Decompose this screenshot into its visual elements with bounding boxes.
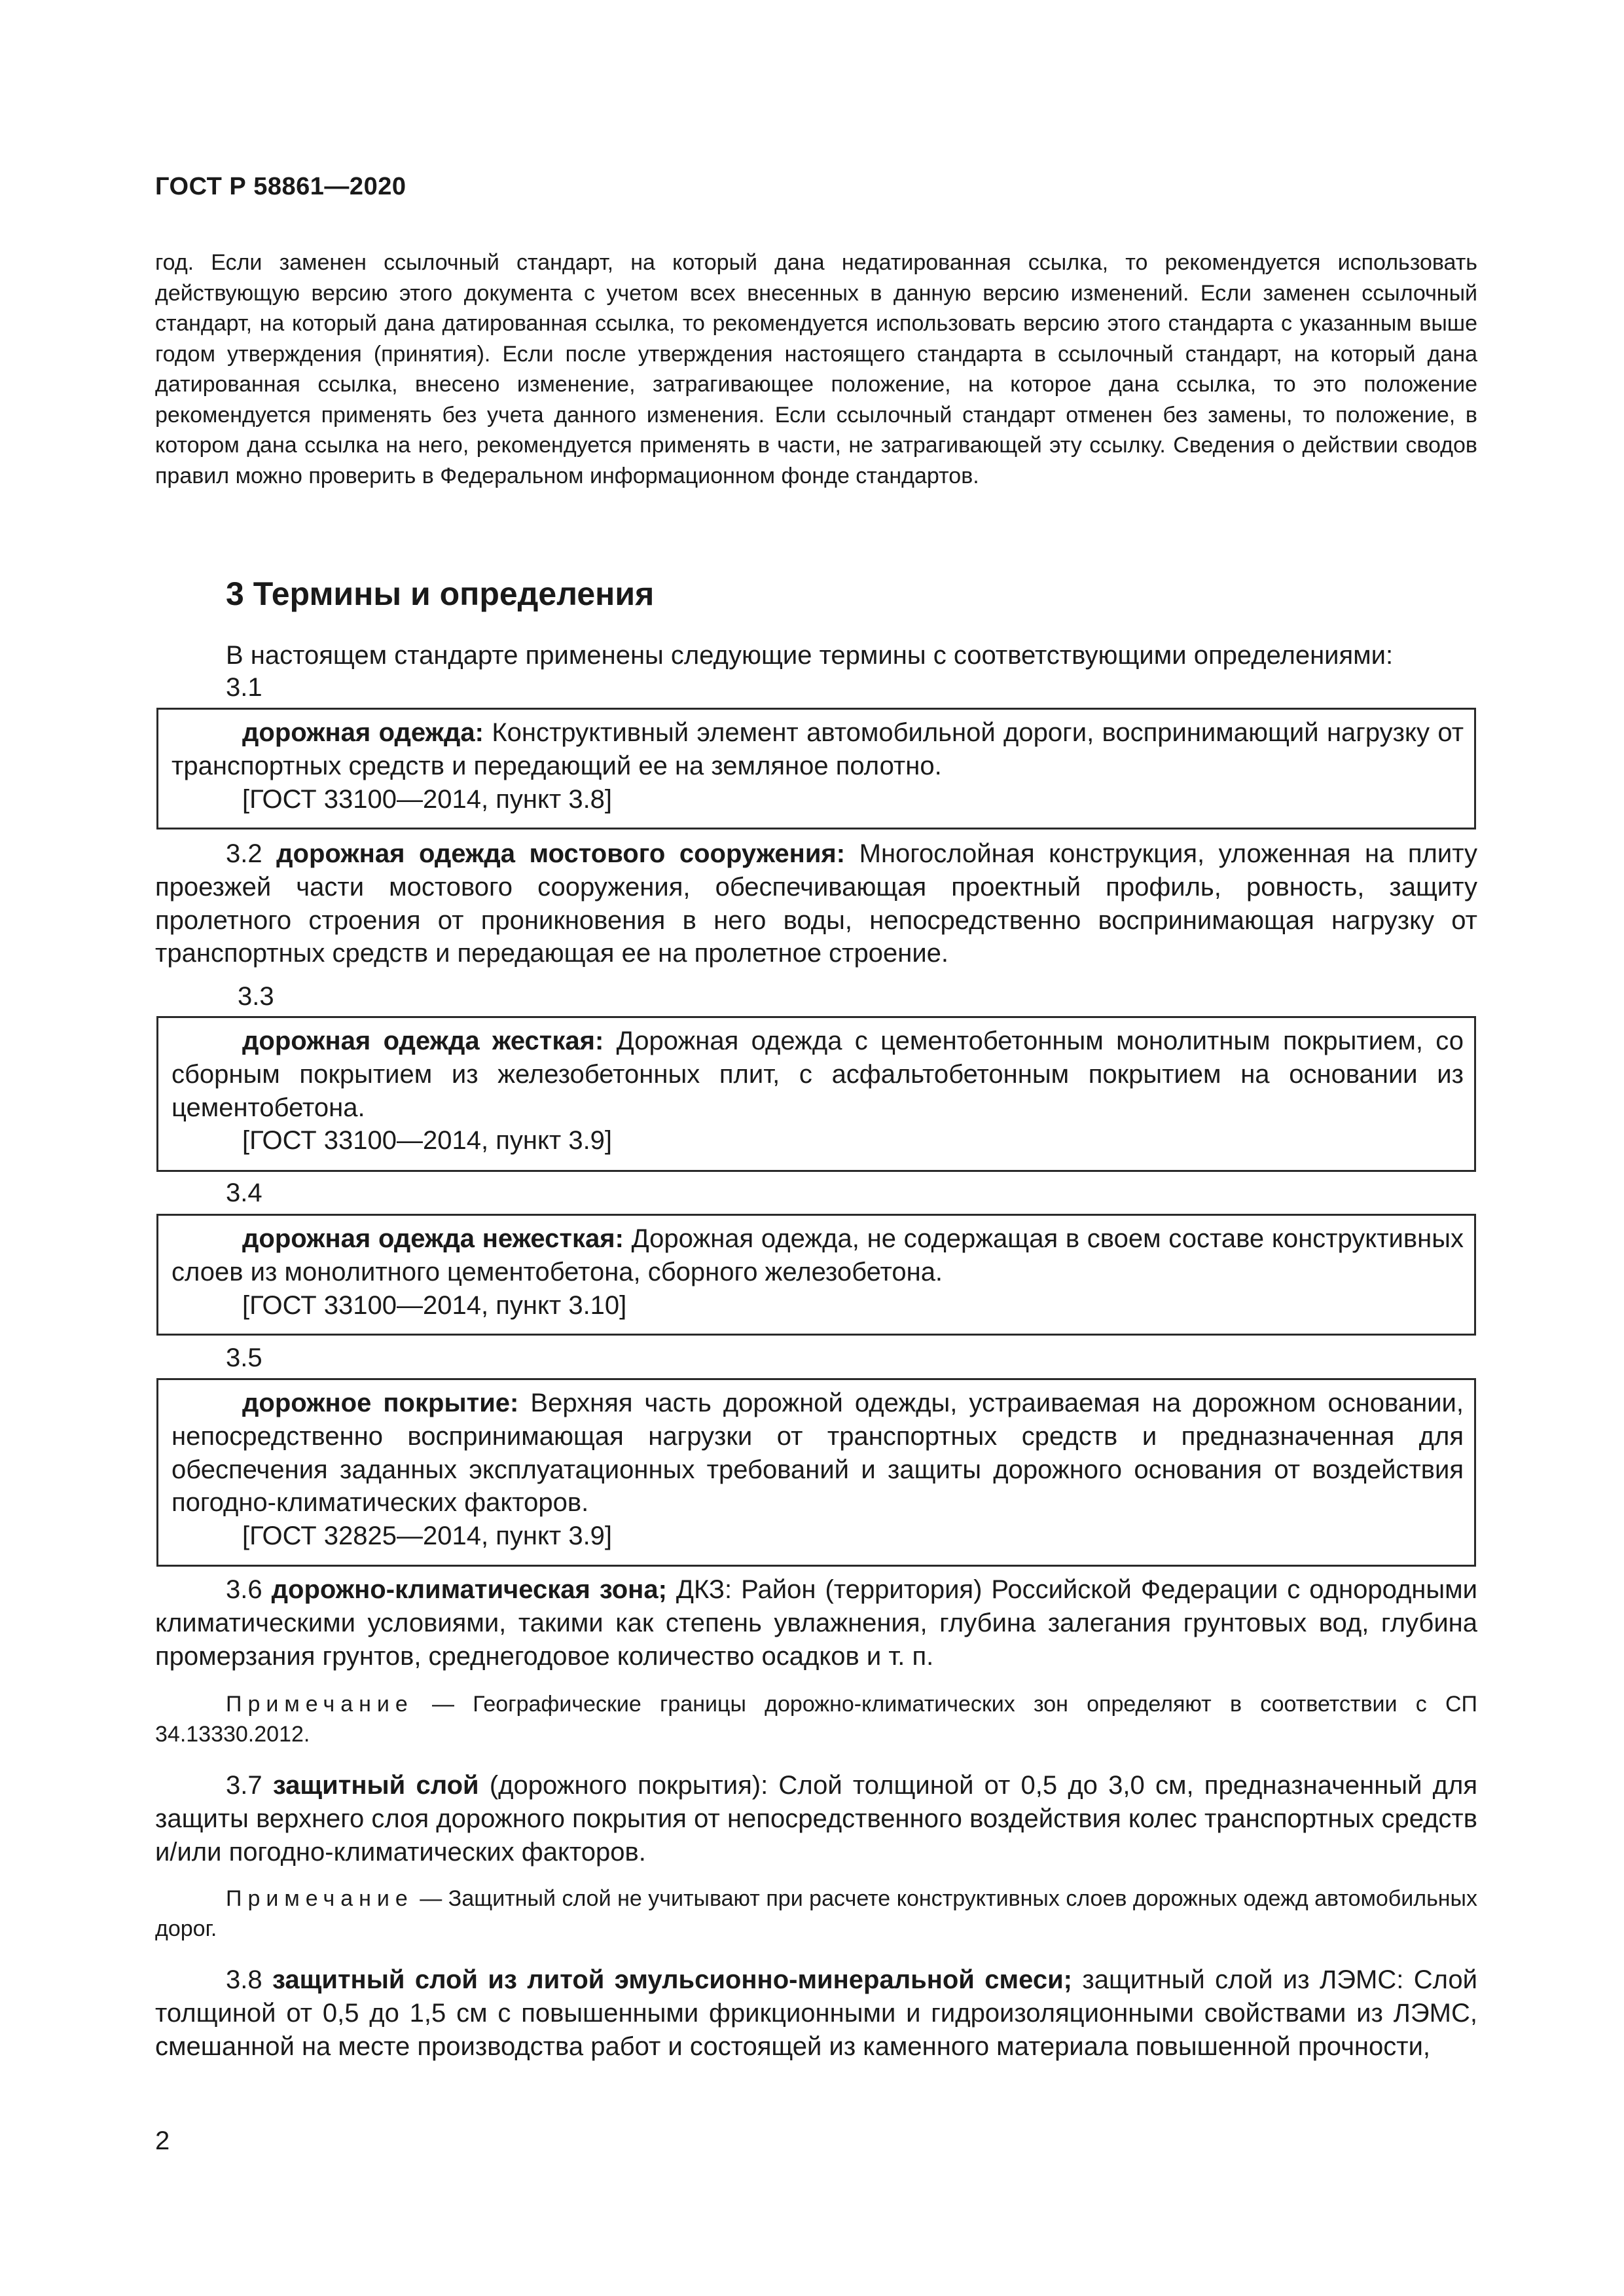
term-number: 3.1 bbox=[226, 673, 262, 702]
term-def: Конструктивный элемент автомобильной дороги, воспринимающий нагрузку от транспортных средств и передающий ее на земляное полотно. bbox=[171, 718, 1464, 780]
term-name: дорожная одежда нежесткая: bbox=[242, 1224, 624, 1253]
term-name: дорожная одежда жесткая: bbox=[242, 1027, 604, 1055]
term-def: Верхняя часть дорожной одежды, устраиваемая на дорожном основании, непосредственно воспринимающая нагрузки от транспортных средств и предназначенная для обеспечения заданных эксплуатационных требований и защиты дорожного основания от воздействия погодно-климатических факторов. bbox=[171, 1389, 1464, 1518]
term-name: дорожная одежда: bbox=[242, 718, 484, 747]
term-number: 3.8 bbox=[226, 1965, 262, 1994]
note-label: Примечание bbox=[226, 1692, 414, 1717]
term-number: 3.4 bbox=[226, 1178, 262, 1207]
term-def: Дорожная одежда, не содержащая в своем составе конструктивных слоев из монолитного цементобетона, сборного железобетона. bbox=[171, 1224, 1464, 1286]
note-text: — Географические границы дорожно-климатических зон определяют в соответствии с СП 34.13330.2012. bbox=[155, 1692, 1477, 1747]
section-title: 3 Термины и определения bbox=[226, 575, 655, 612]
note-label: Примечание bbox=[226, 1886, 414, 1911]
term-box-3-1 bbox=[156, 708, 1476, 829]
term-paragraph-3-7 bbox=[155, 1769, 1477, 1868]
term-box-3-5 bbox=[156, 1378, 1476, 1567]
term-paragraph-3-2 bbox=[155, 837, 1477, 970]
term-def: (дорожного покрытия): Слой толщиной от 0,5 до 3,0 см, предназначенный для защиты верхнего слоя дорожного покрытия от непосредственного воздействия колес транспортных средств и/или погодно-климатических факторов. bbox=[155, 1771, 1477, 1867]
term-paragraph-3-8 bbox=[155, 1963, 1477, 2063]
term-def: ДКЗ: Район (территория) Российской Федерации с однородными климатическими условиями, такими как степень увлажнения, глубина залегания грунтовых вод, глубина промерзания грунтов, среднегодовое количество осадков и т. п. bbox=[155, 1575, 1477, 1671]
term-definition bbox=[171, 716, 1464, 783]
note-text: — Защитный слой не учитывают при расчете конструктивных слоев дорожных одежд автомобильных дорог. bbox=[155, 1886, 1477, 1941]
term-box-3-4 bbox=[156, 1214, 1476, 1336]
term-source: [ГОСТ 32825—2014, пункт 3.9] bbox=[242, 1522, 613, 1551]
intro-paragraph bbox=[155, 247, 1477, 491]
term-box-3-3 bbox=[156, 1016, 1476, 1172]
term-source: [ГОСТ 33100—2014, пункт 3.10] bbox=[242, 1290, 627, 1320]
term-name: защитный слой bbox=[272, 1771, 479, 1800]
intro-text: год. Если заменен ссылочный стандарт, на который дана недатированная ссылка, то рекомендуется использовать действующую версию этого документа с учетом всех внесенных в данную версию изменений. Если заменен ссылочный стандарт, на который дана датированная ссылка, то рекомендуется использовать версию этого стандарта с указанным выше годом утверждения (принятия). Если после утверждения настоящего стандарта в ссылочный стандарт, на который дана датированная ссылка, внесено изменение, затрагивающее положение, на которое дана ссылка, то это положение рекомендуется применять без учета данного изменения. Если ссылочный стандарт отменен без замены, то положение, в котором дана ссылка на него, рекомендуется применять в части, не затрагивающей эту ссылку. Сведения о действии сводов правил можно проверить в Федеральном информационном фонде стандартов. bbox=[155, 250, 1477, 488]
term-name: дорожное покрытие: bbox=[242, 1389, 519, 1417]
page-number: 2 bbox=[155, 2126, 170, 2155]
term-number: 3.6 bbox=[226, 1575, 262, 1604]
term-number: 3.7 bbox=[226, 1771, 262, 1800]
term-number: 3.2 bbox=[226, 839, 262, 868]
term-number: 3.3 bbox=[238, 982, 274, 1011]
note-3-6 bbox=[155, 1689, 1477, 1749]
term-def: защитный слой из ЛЭМС: Слой толщиной от 0,5 до 1,5 см с повышенными фрикционными и гидроизоляционными свойствами из ЛЭМС, смешанной на месте производства работ и состоящей из каменного материала повышенной прочности, bbox=[155, 1965, 1477, 2061]
term-name: дорожная одежда мостового сооружения: bbox=[276, 839, 846, 868]
term-def: Дорожная одежда с цементобетонным монолитным покрытием, со сборным покрытием из железобетонных плит, с асфальтобетонным покрытием на основании из цементобетона. bbox=[171, 1027, 1464, 1122]
section-lead bbox=[226, 639, 1477, 672]
term-paragraph-3-6 bbox=[155, 1573, 1477, 1673]
note-3-7 bbox=[155, 1884, 1477, 1944]
term-number: 3.5 bbox=[226, 1343, 262, 1372]
term-name: защитный слой из литой эмульсионно-минеральной смеси; bbox=[272, 1965, 1073, 1994]
term-def: Многослойная конструкция, уложенная на плиту проезжей части мостового сооружения, обеспечивающая проектный профиль, ровность, защиту пролетного строения от проникновения в него воды, непосредственно воспринимающая нагрузку от транспортных средств и передающая ее на пролетное строение. bbox=[155, 839, 1477, 968]
term-name: дорожно-климатическая зона; bbox=[271, 1575, 667, 1604]
term-source: [ГОСТ 33100—2014, пункт 3.8] bbox=[242, 784, 613, 814]
term-source: [ГОСТ 33100—2014, пункт 3.9] bbox=[242, 1126, 613, 1156]
section-lead-text: В настоящем стандарте применены следующие термины с соответствующими определениями: bbox=[226, 641, 1394, 670]
document-code-header: ГОСТ Р 58861—2020 bbox=[155, 173, 406, 200]
